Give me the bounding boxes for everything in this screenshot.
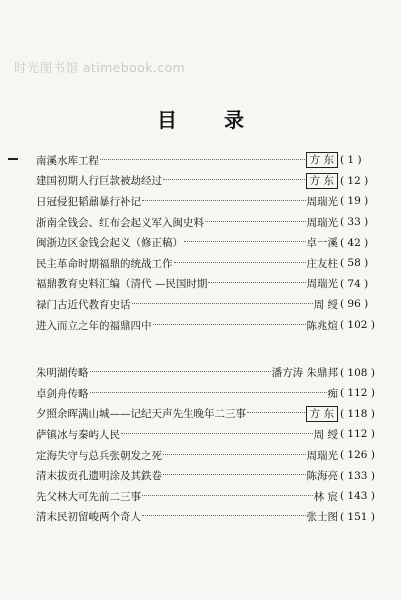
entry-page: ( 126 ) bbox=[340, 449, 375, 462]
entry-page: ( 151 ) bbox=[340, 510, 375, 523]
entry-title: 卓剑舟传略 bbox=[36, 387, 89, 400]
dot-leader bbox=[90, 370, 271, 372]
entry-page: ( 58 ) bbox=[340, 257, 369, 270]
entry-author: 周 绶 bbox=[313, 298, 338, 311]
entry-title: 民主革命时期福鼎的统战工作 bbox=[36, 257, 173, 270]
entry-title: 进入而立之年的福鼎四中 bbox=[36, 319, 152, 332]
entry-page: ( 118 ) bbox=[340, 407, 375, 420]
entry-title: 清末民初留峻两个奇人 bbox=[36, 511, 141, 524]
dot-leader bbox=[132, 302, 313, 304]
toc-entry[interactable] bbox=[36, 253, 388, 274]
watermark: 时光图书馆 atimebook.com bbox=[14, 60, 186, 75]
entry-title: 日冠侵犯韬鼐暴行补记 bbox=[36, 195, 141, 208]
entry-page: ( 19 ) bbox=[340, 195, 369, 208]
entry-author: 张士图 bbox=[306, 511, 338, 524]
entry-title: 朱明湖传略 bbox=[36, 367, 89, 380]
entry-page: ( 108 ) bbox=[340, 366, 375, 379]
entry-page: ( 143 ) bbox=[340, 490, 375, 503]
entry-author: 周 绶 bbox=[313, 428, 338, 441]
toc-entry[interactable] bbox=[36, 486, 388, 507]
dot-leader bbox=[121, 432, 313, 434]
margin-dash bbox=[8, 158, 18, 160]
dot-leader bbox=[153, 323, 306, 325]
entry-page: ( 74 ) bbox=[340, 277, 369, 290]
entry-author: 林 宸 bbox=[313, 490, 338, 503]
entry-author: 陈海亮 bbox=[306, 470, 338, 483]
entry-page: ( 42 ) bbox=[340, 236, 369, 249]
entry-title: 禄门古近代教育史话 bbox=[36, 298, 131, 311]
dot-leader bbox=[174, 261, 306, 263]
entry-author: 卓一溪 bbox=[306, 237, 338, 250]
table-of-contents bbox=[36, 150, 388, 527]
toc-entry[interactable] bbox=[36, 274, 388, 295]
entry-title: 南溪水库工程 bbox=[36, 154, 99, 167]
entry-title: 浙南全钱会、红布会起义军入闽史料 bbox=[36, 216, 204, 229]
entry-page: ( 112 ) bbox=[340, 387, 375, 400]
dot-leader bbox=[142, 494, 313, 496]
dot-leader bbox=[163, 453, 306, 455]
dot-leader bbox=[100, 158, 305, 160]
entry-title: 闽浙边区金钱会起义（修正稿） bbox=[36, 237, 183, 250]
entry-author: 周瑞光 bbox=[306, 216, 338, 229]
entry-page: ( 96 ) bbox=[340, 298, 369, 311]
toc-entry[interactable] bbox=[36, 212, 388, 233]
entry-title: 萨镇冰与秦屿人民 bbox=[36, 428, 120, 441]
toc-entry[interactable] bbox=[36, 150, 388, 171]
entry-author: 周瑞光 bbox=[306, 278, 338, 291]
dot-leader bbox=[142, 514, 306, 516]
toc-entry[interactable] bbox=[36, 383, 388, 404]
entry-author: 周瑞光 bbox=[306, 449, 338, 462]
entry-title: 定海失守与总兵张朝发之死 bbox=[36, 449, 162, 462]
entry-author: 方 东 bbox=[306, 173, 338, 189]
entry-author: 陈兆煊 bbox=[306, 319, 338, 332]
toc-entry[interactable] bbox=[36, 404, 388, 425]
entry-title: 先父林大可先前二三事 bbox=[36, 490, 141, 503]
entry-page: ( 33 ) bbox=[340, 216, 369, 229]
toc-entry[interactable] bbox=[36, 362, 388, 383]
entry-author: 方 东 bbox=[306, 152, 338, 168]
page-title: 目 录 bbox=[157, 108, 264, 132]
entry-author: 潘方涛 朱鼎邦 bbox=[271, 367, 338, 380]
entry-page: ( 133 ) bbox=[340, 469, 375, 482]
entry-title: 清末拔贡孔遗明涂及其鉄卷 bbox=[36, 470, 162, 483]
toc-entry[interactable] bbox=[36, 315, 388, 336]
entry-page: ( 112 ) bbox=[340, 428, 375, 441]
toc-entry[interactable] bbox=[36, 507, 388, 528]
entry-title: 夕照余晖满山城——记纪天声先生晚年二三事 bbox=[36, 408, 246, 421]
entry-author: 痴 bbox=[327, 387, 338, 400]
toc-entry[interactable] bbox=[36, 445, 388, 466]
dot-leader bbox=[163, 178, 305, 180]
entry-title: 建国初期人行巨款被劫经过 bbox=[36, 175, 162, 188]
entry-title: 福鼎教育史料汇编（清代 —民国时期 bbox=[36, 278, 208, 291]
dot-leader bbox=[205, 220, 306, 222]
dot-leader bbox=[184, 240, 306, 242]
toc-entry[interactable] bbox=[36, 191, 388, 212]
entry-page: ( 102 ) bbox=[340, 319, 375, 332]
toc-entry[interactable] bbox=[36, 232, 388, 253]
entry-page: ( 1 ) bbox=[340, 154, 362, 167]
dot-leader bbox=[247, 411, 305, 413]
toc-entry[interactable] bbox=[36, 465, 388, 486]
entry-author: 周瑞光 bbox=[306, 195, 338, 208]
toc-entry[interactable] bbox=[36, 294, 388, 315]
entry-page: ( 12 ) bbox=[340, 174, 369, 187]
entry-author: 方 东 bbox=[306, 406, 338, 422]
dot-leader bbox=[90, 391, 327, 393]
dot-leader bbox=[142, 199, 306, 201]
toc-entry[interactable] bbox=[36, 171, 388, 192]
dot-leader bbox=[163, 473, 306, 475]
entry-author: 庄友柱 bbox=[306, 257, 338, 270]
toc-entry[interactable] bbox=[36, 424, 388, 445]
dot-leader bbox=[208, 281, 305, 283]
